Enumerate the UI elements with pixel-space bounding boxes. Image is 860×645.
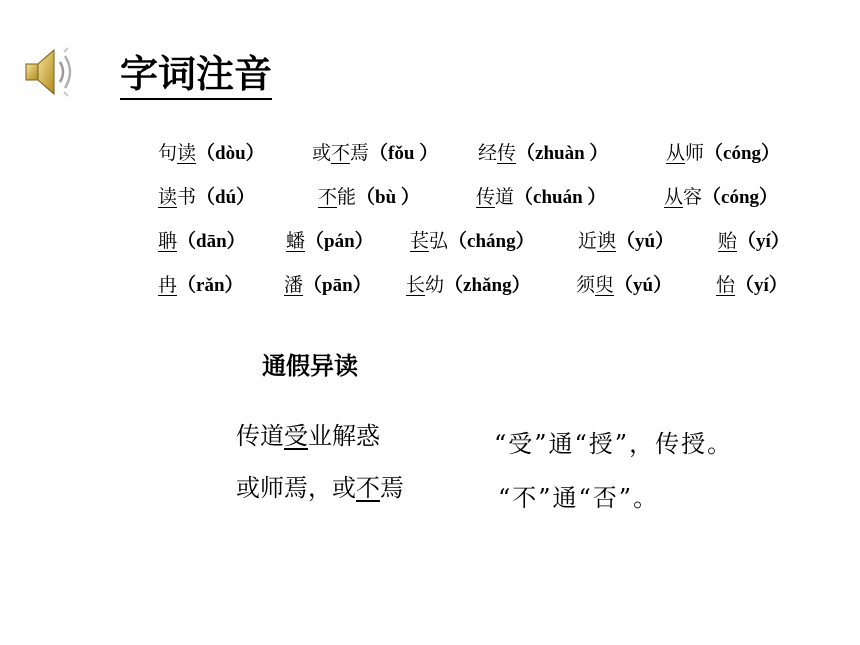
pronunciation-item: 蟠（pán）: [286, 230, 374, 252]
pronunciation-item: 句读（dòu）: [158, 142, 265, 164]
pronunciation-item: 从容（cóng）: [664, 186, 779, 208]
pronunciation-item: 怡（yí）: [716, 274, 788, 296]
pronunciation-item: 苌弘（cháng）: [410, 230, 535, 252]
example-note: “不”通“否”。: [498, 484, 660, 512]
example-sentence: 或师焉，或不焉: [236, 474, 404, 502]
pronunciation-item: 传道（chuán ）: [476, 186, 607, 208]
pronunciation-item: 从师（cóng）: [666, 142, 781, 164]
speaker-sound-icon[interactable]: [20, 44, 82, 100]
pronunciation-item: 长幼（zhǎng）: [406, 274, 531, 296]
pronunciation-item: 不能（bù ）: [318, 186, 420, 208]
example-sentence: 传道受业解惑: [236, 422, 380, 450]
pronunciation-item: 贻（yí）: [718, 230, 790, 252]
pronunciation-item: 近谀（yú）: [578, 230, 675, 252]
example-note: “受”通“授”，传授。: [494, 430, 734, 458]
section-subtitle: 通假异读: [262, 352, 358, 380]
pronunciation-item: 聃（dān）: [158, 230, 246, 252]
pronunciation-item: 冉（rǎn）: [158, 274, 244, 296]
pronunciation-item: 或不焉（fǒu ）: [312, 142, 439, 164]
pronunciation-item: 经传（zhuàn ）: [478, 142, 609, 164]
pronunciation-item: 潘（pān）: [284, 274, 372, 296]
page-title: 字词注音: [120, 52, 272, 100]
pronunciation-item: 读书（dú）: [158, 186, 256, 208]
pronunciation-item: 须臾（yú）: [576, 274, 673, 296]
